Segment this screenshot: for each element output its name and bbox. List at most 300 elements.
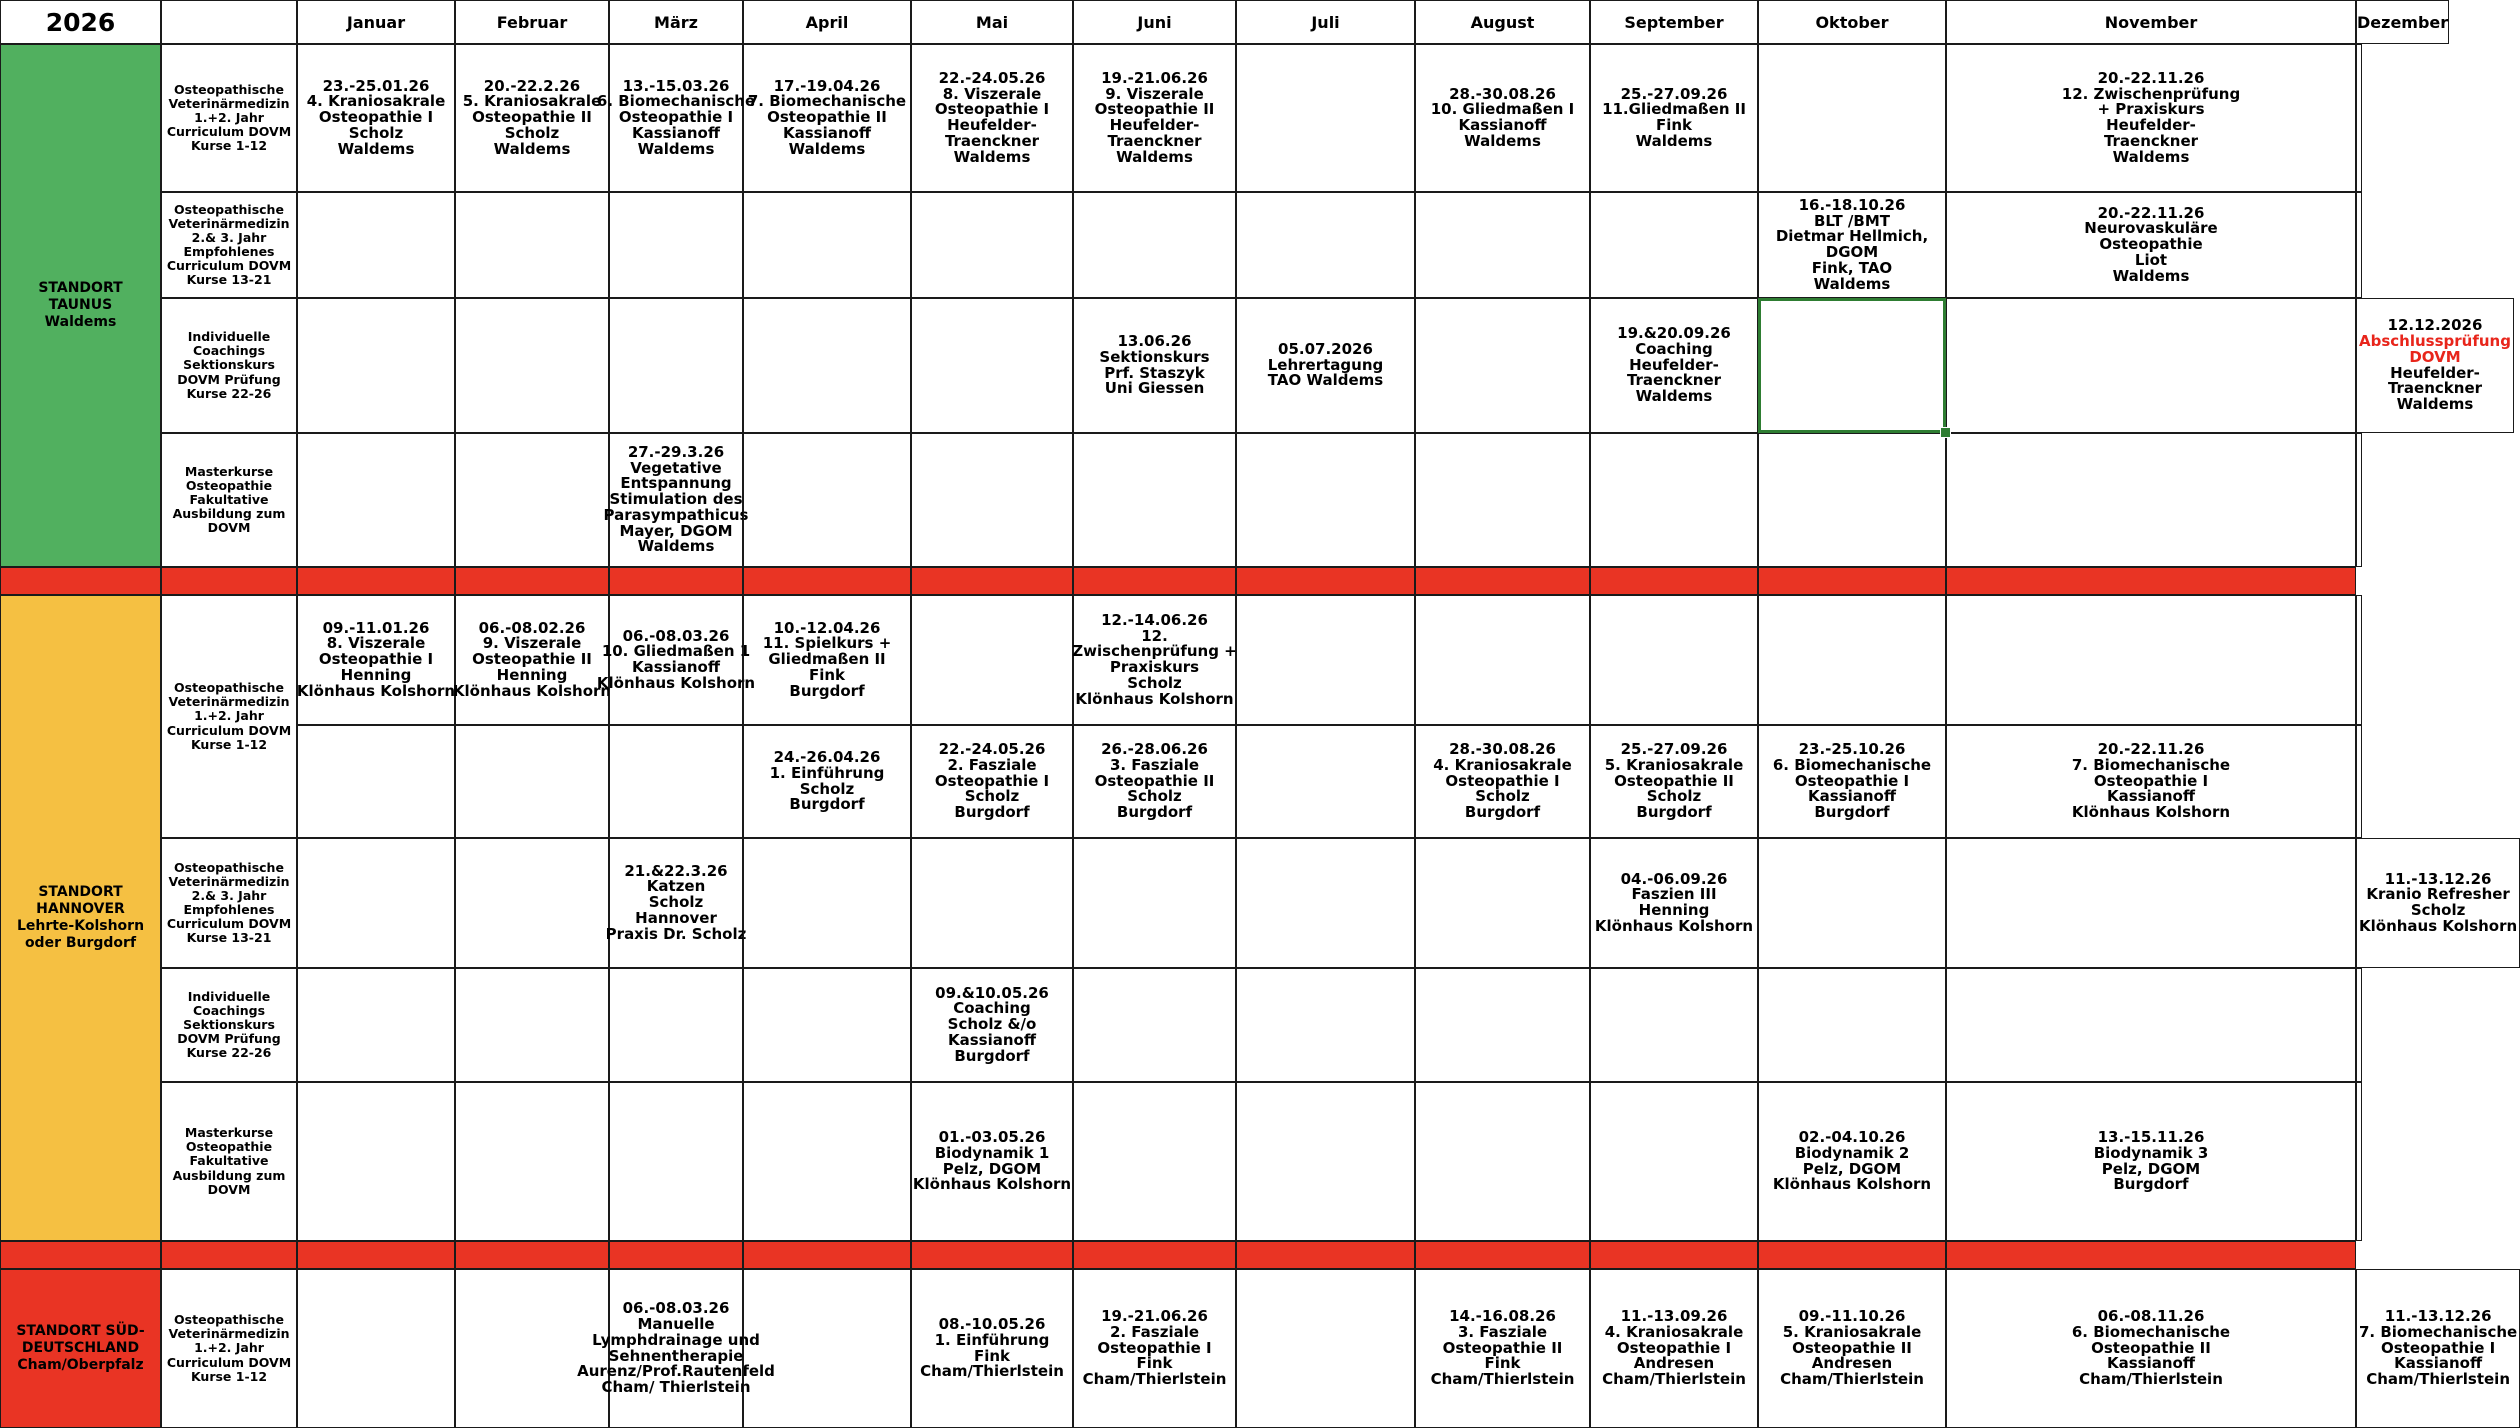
event-cell-taunus-11[interactable]: [1946, 433, 2356, 567]
event-cell-hannover-9[interactable]: [1590, 595, 1758, 725]
location-taunus[interactable]: [0, 44, 161, 567]
cell-text-line: DOVM: [207, 1181, 251, 1197]
separator-row-1: [609, 567, 743, 595]
separator-row-1: [455, 567, 609, 595]
cell-text-line: Scholz: [799, 779, 855, 798]
event-cell-taunus-11[interactable]: [1946, 44, 2356, 192]
event-cell-taunus-8[interactable]: [1415, 192, 1590, 298]
cell-text-line: Andresen: [1633, 1354, 1715, 1373]
cell-text-line: Veterinärmedizin: [168, 95, 290, 111]
cell-text-line: Abschlussprüfung: [2359, 332, 2511, 350]
event-cell-hannover-2[interactable]: [455, 968, 609, 1082]
event-cell-sued-9[interactable]: [1590, 1269, 1758, 1428]
event-cell-hannover-1[interactable]: [297, 968, 455, 1082]
event-cell-taunus-7[interactable]: [1236, 44, 1415, 192]
event-cell-hannover-3[interactable]: [609, 725, 743, 838]
cell-text-line: Osteopathie I: [1616, 1338, 1732, 1357]
event-cell-taunus-5[interactable]: [911, 44, 1073, 192]
event-cell-hannover-8[interactable]: [1415, 1082, 1590, 1241]
cell-text-line: Kassianoff: [2394, 1354, 2483, 1373]
category-coaching[interactable]: [161, 298, 297, 433]
cell-text-line: 06.-08.11.26: [2097, 1307, 2205, 1326]
cell-text-line: BLT /BMT: [1813, 211, 1891, 230]
event-cell-taunus-4[interactable]: [743, 433, 911, 567]
event-cell-taunus-3[interactable]: [609, 192, 743, 298]
cell-text-line: Osteopathie I: [2093, 771, 2209, 790]
cell-text-line: DOVM Prüfung: [177, 371, 281, 387]
event-cell-sued-3[interactable]: [577, 1269, 775, 1428]
event-cell-taunus-3[interactable]: [596, 44, 756, 192]
cell-text-line: 25.-27.09.26: [1620, 740, 1728, 759]
event-cell-hannover-7[interactable]: [1236, 725, 1415, 838]
cell-text-line: Cham/Thierlstein: [1430, 1370, 1575, 1389]
cell-text: [1605, 742, 1744, 821]
event-cell-taunus-5[interactable]: [911, 298, 1073, 433]
cell-text-line: Waldems: [337, 139, 415, 158]
event-cell-hannover-4[interactable]: [743, 725, 911, 838]
cell-text-line: Osteopathie II: [767, 108, 887, 127]
separator-row-2: [1758, 1241, 1946, 1269]
cell-text-line: TAUNUS: [48, 297, 113, 314]
event-cell-hannover-8[interactable]: [1415, 968, 1590, 1082]
separator-row-2: [1073, 1241, 1236, 1269]
cell-text-line: Curriculum DOVM: [166, 124, 292, 140]
cell-text: [167, 1313, 291, 1384]
category-ovm_1_2[interactable]: [161, 44, 297, 192]
cell-text: [2061, 68, 2241, 166]
event-cell-hannover-9[interactable]: [1590, 1082, 1758, 1241]
cell-text-line: Heufelder-: [1629, 355, 1719, 374]
cell-text: [1773, 742, 1931, 821]
cell-text: [747, 76, 907, 158]
event-cell-hannover-4[interactable]: [743, 595, 911, 725]
event-cell-hannover-7[interactable]: [1236, 1082, 1415, 1241]
event-cell-hannover-9[interactable]: [1590, 968, 1758, 1082]
event-cell-hannover-1[interactable]: [297, 838, 455, 968]
cell-text-line: Osteopathie II: [2091, 1338, 2211, 1357]
cell-text-line: 12.12.2026: [2387, 316, 2483, 335]
month-header-10[interactable]: Oktober: [1758, 0, 1946, 44]
event-cell-hannover-4[interactable]: [743, 838, 911, 968]
event-cell-taunus-4[interactable]: [743, 298, 911, 433]
event-cell-hannover-12[interactable]: [2356, 595, 2362, 725]
cell-text: [1095, 742, 1215, 821]
category-master[interactable]: [161, 1082, 297, 1241]
cell-text-line: 28.-30.08.26: [1449, 84, 1556, 103]
cell-text-line: Ausbildung zum: [172, 1167, 286, 1183]
cell-text-line: Heufelder-: [2106, 116, 2196, 134]
event-cell-hannover-3[interactable]: [609, 968, 743, 1082]
event-cell-taunus-5[interactable]: [911, 192, 1073, 298]
event-cell-hannover-1[interactable]: [297, 595, 455, 725]
event-cell-hannover-5[interactable]: [911, 838, 1073, 968]
event-cell-hannover-2[interactable]: [452, 595, 612, 725]
event-cell-hannover-5[interactable]: [911, 1082, 1073, 1241]
event-cell-taunus-6[interactable]: [1073, 192, 1236, 298]
event-cell-hannover-6[interactable]: [1073, 1082, 1236, 1241]
cell-text-line: Vegetative: [630, 458, 722, 477]
cell-text-line: Kurse 1-12: [190, 138, 268, 154]
cell-text: [306, 76, 446, 158]
month-header-2[interactable]: Februar: [455, 0, 609, 44]
cell-text: [605, 861, 747, 943]
event-cell-taunus-6[interactable]: [1073, 44, 1236, 192]
cell-text-line: Henning: [340, 665, 412, 684]
event-cell-taunus-8[interactable]: [1415, 433, 1590, 567]
cell-text-line: Waldems: [2112, 147, 2190, 166]
event-cell-hannover-2[interactable]: [455, 725, 609, 838]
separator-row-2: [743, 1241, 911, 1269]
cell-text-line: Waldems: [637, 139, 715, 158]
cell-text-line: Individuelle: [187, 329, 271, 345]
cell-text-line: Curriculum DOVM: [166, 916, 292, 932]
cell-text-line: DOVM: [2409, 347, 2461, 366]
cell-text-line: 04.-06.09.26: [1620, 869, 1728, 888]
event-cell-hannover-11[interactable]: [1946, 1082, 2356, 1241]
event-cell-hannover-1[interactable]: [297, 1082, 455, 1241]
cell-text-line: 7. Biomechanische: [2359, 1322, 2518, 1341]
fill-handle[interactable]: [1940, 427, 1951, 438]
month-header-11[interactable]: November: [1946, 0, 2356, 44]
event-cell-taunus-7[interactable]: [1236, 298, 1415, 433]
event-cell-taunus-10[interactable]: [1758, 433, 1946, 567]
cell-text-line: Fink: [1136, 1354, 1173, 1373]
cell-text-line: 1.+2. Jahr: [194, 1340, 264, 1356]
event-cell-hannover-9[interactable]: [1590, 838, 1758, 968]
event-cell-hannover-10[interactable]: [1758, 725, 1946, 838]
event-cell-hannover-12[interactable]: [2356, 838, 2520, 968]
cell-text: [1431, 1309, 1575, 1388]
cell-text-line: Osteopathie I: [2381, 1338, 2496, 1357]
cell-text-line: Burgdorf: [1464, 803, 1541, 822]
event-cell-taunus-2[interactable]: [455, 44, 609, 192]
event-cell-hannover-5[interactable]: [911, 725, 1073, 838]
month-header-6[interactable]: Juni: [1073, 0, 1236, 44]
event-cell-taunus-1[interactable]: [297, 192, 455, 298]
cell-text-line: 11.-13.12.26: [2384, 1307, 2492, 1326]
selected-cell[interactable]: [1758, 298, 1946, 433]
cell-text-line: HANNOVER: [36, 901, 125, 918]
cell-text-line: 13.06.26: [1117, 332, 1192, 350]
category-ovm_1_2[interactable]: [161, 1269, 297, 1428]
event-cell-hannover-9[interactable]: [1590, 725, 1758, 838]
cell-text-line: 23.-25.01.26: [322, 76, 430, 95]
cell-text-line: Scholz &/o: [947, 1015, 1037, 1034]
cell-text-line: Osteopathie I: [618, 108, 734, 127]
cell-text: [167, 83, 291, 154]
event-cell-hannover-7[interactable]: [1236, 838, 1415, 968]
event-cell-hannover-10[interactable]: [1758, 1082, 1946, 1241]
event-cell-taunus-11[interactable]: [1946, 298, 2356, 433]
cell-text-line: Kassianoff: [2106, 1354, 2195, 1373]
event-cell-taunus-12[interactable]: [2356, 298, 2514, 433]
cell-text-line: Osteopathie I: [1445, 771, 1560, 790]
event-cell-taunus-8[interactable]: [1415, 298, 1590, 433]
month-header-3[interactable]: März: [609, 0, 743, 44]
event-cell-hannover-7[interactable]: [1236, 595, 1415, 725]
event-cell-hannover-10[interactable]: [1758, 968, 1946, 1082]
cell-text-line: Fink, TAO: [1811, 258, 1893, 277]
month-header-8[interactable]: August: [1415, 0, 1590, 44]
month-header-7[interactable]: Juli: [1236, 0, 1415, 44]
category-ovm_1_2[interactable]: [161, 595, 297, 838]
month-header-9[interactable]: September: [1590, 0, 1758, 44]
event-cell-taunus-9[interactable]: [1590, 44, 1758, 192]
event-cell-hannover-6[interactable]: [1073, 595, 1236, 725]
cell-text-line: Heufelder-: [1109, 116, 1200, 134]
cell-text-line: Traenckner: [1107, 131, 1202, 150]
cell-text-line: Scholz: [2410, 901, 2466, 919]
event-cell-hannover-4[interactable]: [743, 1082, 911, 1241]
cell-text-line: 5. Kraniosakrale: [1604, 755, 1744, 774]
event-cell-hannover-11[interactable]: [1946, 725, 2356, 838]
category-ovm_2_3[interactable]: [161, 192, 297, 298]
event-cell-taunus-2[interactable]: [455, 192, 609, 298]
cell-text-line: Traenckner: [944, 131, 1040, 150]
cell-text: [920, 1317, 1064, 1380]
event-cell-hannover-5[interactable]: [911, 595, 1073, 725]
event-cell-hannover-11[interactable]: [1946, 838, 2356, 968]
event-cell-taunus-12[interactable]: [2356, 44, 2362, 192]
cell-text-line: Biodynamik 1: [934, 1143, 1050, 1162]
category-ovm_2_3[interactable]: [161, 838, 297, 968]
cell-text: [1602, 1309, 1746, 1388]
event-cell-hannover-11[interactable]: [1946, 968, 2356, 1082]
event-cell-hannover-4[interactable]: [743, 968, 911, 1082]
cell-text-line: Prf. Staszyk: [1104, 363, 1205, 382]
event-cell-hannover-1[interactable]: [297, 725, 455, 838]
event-cell-sued-6[interactable]: [1073, 1269, 1236, 1428]
cell-text-line: Cham/Thierlstein: [1082, 1370, 1227, 1389]
cell-text: [1617, 326, 1731, 405]
separator-row-1: [1590, 567, 1758, 595]
cell-text-line: Veterinärmedizin: [168, 215, 290, 231]
cell-text: [167, 681, 291, 752]
cell-text-line: 02.-04.10.26: [1798, 1128, 1906, 1146]
event-cell-hannover-11[interactable]: [1946, 595, 2356, 725]
event-cell-sued-5[interactable]: [911, 1269, 1073, 1428]
cell-text-line: 6. Biomechanische: [1772, 755, 1932, 774]
cell-text-line: Veterinärmedizin: [168, 694, 290, 710]
cell-text-line: 8. Viszerale: [942, 84, 1042, 103]
cell-text-line: Curriculum DOVM: [166, 258, 292, 274]
cell-text-line: 20.-22.2.26: [483, 76, 581, 95]
cell-text-line: Cham/Thierlstein: [1602, 1370, 1746, 1389]
event-cell-hannover-12[interactable]: [2356, 968, 2362, 1082]
cell-text-line: Kassianoff: [632, 123, 721, 142]
event-cell-taunus-10[interactable]: [1758, 192, 1946, 298]
cell-text-line: 08.-10.05.26: [938, 1315, 1046, 1333]
event-cell-taunus-7[interactable]: [1236, 192, 1415, 298]
cell-text-line: 19.&20.09.26: [1617, 324, 1731, 343]
event-cell-taunus-8[interactable]: [1415, 44, 1590, 192]
event-cell-taunus-6[interactable]: [1073, 433, 1236, 567]
event-cell-taunus-2[interactable]: [455, 298, 609, 433]
event-cell-taunus-1[interactable]: [297, 44, 455, 192]
cell-text-line: 24.-26.04.26: [773, 748, 881, 766]
cell-text-line: 2. Fasziale: [1109, 1322, 1200, 1341]
event-cell-taunus-9[interactable]: [1590, 192, 1758, 298]
event-cell-taunus-11[interactable]: [1946, 192, 2356, 298]
cell-text-line: Pelz, DGOM: [942, 1159, 1042, 1178]
month-header-4[interactable]: April: [743, 0, 911, 44]
cell-text-line: Uni Giessen: [1104, 379, 1205, 398]
cell-text-line: Kassianoff: [631, 658, 720, 676]
event-cell-hannover-2[interactable]: [455, 838, 609, 968]
event-cell-taunus-1[interactable]: [297, 298, 455, 433]
event-cell-hannover-3[interactable]: [609, 1082, 743, 1241]
year-header[interactable]: 2026: [0, 0, 161, 44]
cell-text-line: 06.-08.02.26: [478, 618, 586, 637]
cell-text-line: 06.-08.03.26: [622, 626, 730, 645]
cell-text-line: DOVM Prüfung: [177, 1031, 281, 1047]
cell-text-line: Osteopathie I: [1794, 771, 1910, 790]
cell-text-line: Osteopathie II: [472, 108, 592, 127]
event-cell-hannover-8[interactable]: [1415, 725, 1590, 838]
cell-text-line: Kurse 22-26: [186, 385, 272, 401]
cell-text-line: Waldems: [1635, 387, 1713, 406]
cell-text: [167, 861, 291, 946]
event-cell-hannover-10[interactable]: [1758, 838, 1946, 968]
event-cell-hannover-12[interactable]: [2356, 725, 2362, 838]
event-cell-taunus-3[interactable]: [603, 433, 749, 567]
category-master[interactable]: [161, 433, 297, 567]
event-cell-taunus-10[interactable]: [1758, 44, 1946, 192]
separator-row-1: [1236, 567, 1415, 595]
cell-text-line: 6. Biomechanische: [596, 92, 756, 111]
cell-text-line: Osteopathie I: [934, 771, 1050, 790]
separator-row-2: [1946, 1241, 2356, 1269]
event-cell-hannover-3[interactable]: [596, 595, 756, 725]
cell-text: [16, 1323, 144, 1373]
separator-row-1: [1415, 567, 1590, 595]
separator-row-1: [1758, 567, 1946, 595]
event-cell-taunus-9[interactable]: [1590, 298, 1758, 433]
month-header-5[interactable]: Mai: [911, 0, 1073, 44]
cell-text-line: Fink: [1484, 1354, 1521, 1373]
event-cell-sued-4[interactable]: [743, 1269, 911, 1428]
event-cell-taunus-9[interactable]: [1590, 433, 1758, 567]
event-cell-hannover-5[interactable]: [911, 968, 1073, 1082]
event-cell-taunus-4[interactable]: [743, 192, 911, 298]
cell-text-line: Traenckner: [2387, 379, 2483, 398]
cell-text-line: Scholz: [504, 123, 560, 142]
location-hannover[interactable]: [0, 595, 161, 1241]
cell-text-line: Cham/Thierlstein: [920, 1362, 1064, 1381]
cell-text-line: 20.-22.11.26: [2097, 203, 2205, 222]
separator-row-2: [455, 1241, 609, 1269]
category-coaching[interactable]: [161, 968, 297, 1082]
cell-text-line: Kurse 13-21: [186, 272, 272, 288]
event-cell-hannover-12[interactable]: [2356, 1082, 2362, 1241]
event-cell-sued-1[interactable]: [297, 1269, 455, 1428]
cell-text: [1072, 610, 1237, 708]
event-cell-taunus-2[interactable]: [455, 433, 609, 567]
cell-text-line: DGOM: [1825, 243, 1879, 261]
cell-text-line: 11.Gliedmaßen II: [1602, 100, 1746, 119]
event-cell-hannover-3[interactable]: [605, 838, 747, 968]
event-cell-taunus-1[interactable]: [297, 433, 455, 567]
event-cell-taunus-7[interactable]: [1236, 433, 1415, 567]
cell-text-line: 17.-19.04.26: [773, 76, 881, 95]
separator-row-2: [0, 1241, 161, 1269]
separator-row-2: [1415, 1241, 1590, 1269]
event-cell-sued-11[interactable]: [1946, 1269, 2356, 1428]
cell-text: [2359, 1309, 2517, 1388]
cell-text-line: Kurse 1-12: [190, 736, 268, 752]
event-cell-hannover-10[interactable]: [1758, 595, 1946, 725]
category-header[interactable]: [161, 0, 297, 44]
cell-text-line: Waldems: [1116, 147, 1193, 166]
event-cell-taunus-6[interactable]: [1073, 298, 1236, 433]
event-cell-hannover-8[interactable]: [1415, 595, 1590, 725]
event-cell-hannover-8[interactable]: [1415, 838, 1590, 968]
event-cell-hannover-6[interactable]: [1073, 968, 1236, 1082]
event-cell-taunus-5[interactable]: [911, 433, 1073, 567]
cell-text-line: Klönhaus Kolshorn: [2071, 803, 2231, 822]
cell-text-line: Kassianoff: [1807, 787, 1896, 806]
event-cell-taunus-3[interactable]: [609, 298, 743, 433]
cell-text-line: Osteopathische: [174, 81, 284, 97]
cell-text: [596, 626, 756, 692]
separator-row-2: [1590, 1241, 1758, 1269]
cell-text-line: Pelz, DGOM: [2101, 1159, 2201, 1178]
event-cell-sued-12[interactable]: [2356, 1269, 2520, 1428]
cell-text-line: 16.-18.10.26: [1798, 195, 1906, 214]
cell-text-line: Scholz: [648, 893, 704, 912]
cell-text-line: Neurovaskuläre: [2084, 219, 2218, 238]
cell-text-line: Fink: [973, 1346, 1011, 1365]
cell-text: [603, 442, 749, 556]
event-cell-sued-7[interactable]: [1236, 1269, 1415, 1428]
cell-text-line: Fink: [1655, 116, 1693, 134]
cell-text-line: 4. Kraniosakrale: [1604, 1322, 1744, 1341]
cell-text-line: Veterinärmedizin: [168, 1326, 290, 1342]
event-cell-hannover-2[interactable]: [455, 1082, 609, 1241]
separator-row-1: [0, 567, 161, 595]
event-cell-hannover-7[interactable]: [1236, 968, 1415, 1082]
cell-text: [452, 618, 612, 700]
event-cell-hannover-6[interactable]: [1073, 838, 1236, 968]
cell-text-line: Cham/ Thierlstein: [601, 1378, 751, 1396]
event-cell-taunus-4[interactable]: [743, 44, 911, 192]
cell-text-line: Osteopathie I: [934, 100, 1050, 119]
cell-text-line: Waldems: [2112, 266, 2190, 285]
event-cell-hannover-6[interactable]: [1073, 725, 1236, 838]
event-cell-taunus-12[interactable]: [2356, 433, 2362, 567]
cell-text-line: Kassianoff: [2106, 787, 2195, 806]
cell-text-line: Empfohlenes: [183, 902, 275, 917]
cell-text-line: Burgdorf: [954, 803, 1030, 822]
cell-text-line: Manuelle: [637, 1315, 715, 1333]
cell-text-line: Gliedmaßen II: [768, 650, 886, 669]
cell-text-line: 3. Fasziale: [1109, 755, 1200, 774]
cell-text-line: Kurse 1-12: [190, 1368, 268, 1384]
event-cell-sued-10[interactable]: [1758, 1269, 1946, 1428]
month-header-12[interactable]: Dezember: [2356, 0, 2449, 44]
cell-text-line: Klönhaus Kolshorn: [596, 673, 756, 692]
cell-text-line: 19.-21.06.26: [1101, 1307, 1208, 1326]
location-sued[interactable]: [0, 1269, 161, 1428]
separator-row-1: [743, 567, 911, 595]
cell-text-line: Mayer, DGOM: [619, 521, 733, 540]
event-cell-taunus-12[interactable]: [2356, 192, 2362, 298]
cell-text-line: 22.-24.05.26: [938, 740, 1046, 759]
separator-row-2: [911, 1241, 1073, 1269]
cell-text: [1099, 334, 1209, 397]
event-cell-sued-8[interactable]: [1415, 1269, 1590, 1428]
month-header-1[interactable]: Januar: [297, 0, 455, 44]
